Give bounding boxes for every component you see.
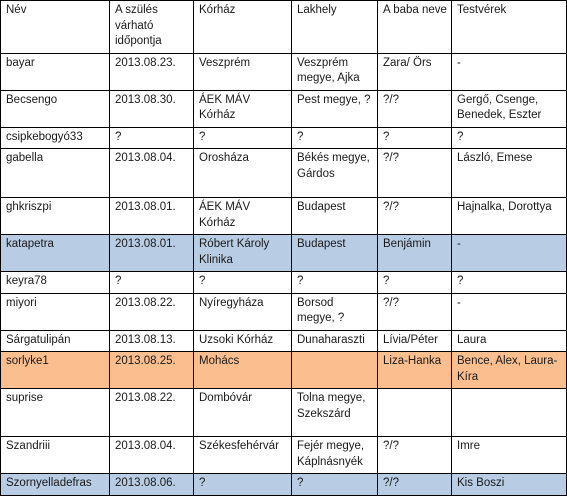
cell-baby-name: ? — [378, 127, 452, 149]
table-row — [1, 90, 567, 127]
cell-due-date: 2013.08.25. — [110, 352, 194, 389]
cell-name: Sárgatulipán — [1, 330, 110, 352]
cell-baby-name: ?/? — [378, 90, 452, 127]
cell-name: Szandriii — [1, 437, 110, 474]
table-row — [1, 198, 567, 235]
cell-siblings: Kis Boszi — [452, 474, 567, 496]
header-residence: Lakhely — [292, 1, 378, 54]
cell-due-date: 2013.08.04. — [110, 149, 194, 198]
cell-siblings: ? — [452, 272, 567, 294]
cell-hospital: Uzsoki Kórház — [194, 330, 292, 352]
cell-due-date: 2013.08.23. — [110, 53, 194, 90]
cell-residence: ? — [292, 272, 378, 294]
cell-residence: ? — [292, 474, 378, 496]
cell-baby-name: Liza-Hanka — [378, 352, 452, 389]
cell-residence: Veszprém megye, Ajka — [292, 53, 378, 90]
cell-siblings — [452, 389, 567, 437]
cell-residence: Békés megye, Gárdos — [292, 149, 378, 198]
header-siblings: Testvérek — [452, 1, 567, 54]
table-row — [1, 389, 567, 437]
cell-due-date: 2013.08.04. — [110, 437, 194, 474]
cell-name: bayar — [1, 53, 110, 90]
cell-baby-name — [378, 389, 452, 437]
table-row — [1, 235, 567, 272]
table-row — [1, 474, 567, 496]
cell-due-date: 2013.08.13. — [110, 330, 194, 352]
cell-residence: Tolna megye, Szekszárd — [292, 389, 378, 437]
cell-hospital: Veszprém — [194, 53, 292, 90]
cell-baby-name: ?/? — [378, 437, 452, 474]
cell-residence: Dunaharaszti — [292, 330, 378, 352]
table-row — [1, 53, 567, 90]
cell-residence: Pest megye, ? — [292, 90, 378, 127]
cell-name: gabella — [1, 149, 110, 198]
cell-residence: Borsod megye, ? — [292, 293, 378, 330]
table-row — [1, 149, 567, 198]
cell-hospital: Orosháza — [194, 149, 292, 198]
cell-baby-name: ? — [378, 272, 452, 294]
cell-baby-name: ?/? — [378, 293, 452, 330]
cell-residence — [292, 352, 378, 389]
table-row — [1, 293, 567, 330]
cell-due-date: 2013.08.01. — [110, 235, 194, 272]
cell-baby-name: Lívia/Péter — [378, 330, 452, 352]
cell-hospital: ÁEK MÁV Kórház — [194, 198, 292, 235]
cell-hospital: Dombóvár — [194, 389, 292, 437]
cell-name: Szornyelladefras — [1, 474, 110, 496]
cell-due-date: 2013.08.06. — [110, 474, 194, 496]
cell-siblings: ? — [452, 127, 567, 149]
cell-hospital: ? — [194, 272, 292, 294]
cell-name: csipkebogyó33 — [1, 127, 110, 149]
cell-hospital: ? — [194, 127, 292, 149]
cell-baby-name: Zara/ Örs — [378, 53, 452, 90]
cell-hospital: Nyíregyháza — [194, 293, 292, 330]
cell-siblings: Laura — [452, 330, 567, 352]
cell-baby-name: ?/? — [378, 198, 452, 235]
table-header-row — [1, 1, 567, 54]
cell-hospital: Róbert Károly Klinika — [194, 235, 292, 272]
table-body — [1, 53, 567, 495]
cell-name: keyra78 — [1, 272, 110, 294]
cell-hospital: Mohács — [194, 352, 292, 389]
cell-name: miyori — [1, 293, 110, 330]
header-name: Név — [1, 1, 110, 54]
cell-hospital: ÁEK MÁV Kórház — [194, 90, 292, 127]
cell-siblings: Hajnalka, Dorottya — [452, 198, 567, 235]
cell-siblings: - — [452, 293, 567, 330]
table-row — [1, 437, 567, 474]
cell-name: sorlyke1 — [1, 352, 110, 389]
cell-name: katapetra — [1, 235, 110, 272]
cell-due-date: 2013.08.30. — [110, 90, 194, 127]
cell-name: suprise — [1, 389, 110, 437]
cell-residence: Fejér megye, Káplnásnyék — [292, 437, 378, 474]
header-due-date: A szülés várható időpontja — [110, 1, 194, 54]
cell-baby-name: ?/? — [378, 474, 452, 496]
cell-residence: Budapest — [292, 198, 378, 235]
cell-baby-name: Benjámin — [378, 235, 452, 272]
table-row — [1, 127, 567, 149]
cell-hospital: Székesfehérvár — [194, 437, 292, 474]
header-baby-name: A baba neve — [378, 1, 452, 54]
cell-siblings: - — [452, 235, 567, 272]
table-row — [1, 272, 567, 294]
header-hospital: Kórház — [194, 1, 292, 54]
cell-siblings: - — [452, 53, 567, 90]
cell-siblings: Imre — [452, 437, 567, 474]
cell-due-date: 2013.08.22. — [110, 389, 194, 437]
cell-name: Becsengo — [1, 90, 110, 127]
cell-siblings: László, Emese — [452, 149, 567, 198]
cell-due-date: ? — [110, 272, 194, 294]
table-row — [1, 352, 567, 389]
cell-due-date: 2013.08.22. — [110, 293, 194, 330]
cell-due-date: 2013.08.01. — [110, 198, 194, 235]
cell-siblings: Gergő, Csenge, Benedek, Eszter — [452, 90, 567, 127]
cell-hospital: ? — [194, 474, 292, 496]
cell-residence: Budapest — [292, 235, 378, 272]
cell-residence: ? — [292, 127, 378, 149]
cell-due-date: ? — [110, 127, 194, 149]
cell-name: ghkriszpi — [1, 198, 110, 235]
table-row — [1, 330, 567, 352]
cell-siblings: Bence, Alex, Laura-Kíra — [452, 352, 567, 389]
cell-baby-name: ?/? — [378, 149, 452, 198]
